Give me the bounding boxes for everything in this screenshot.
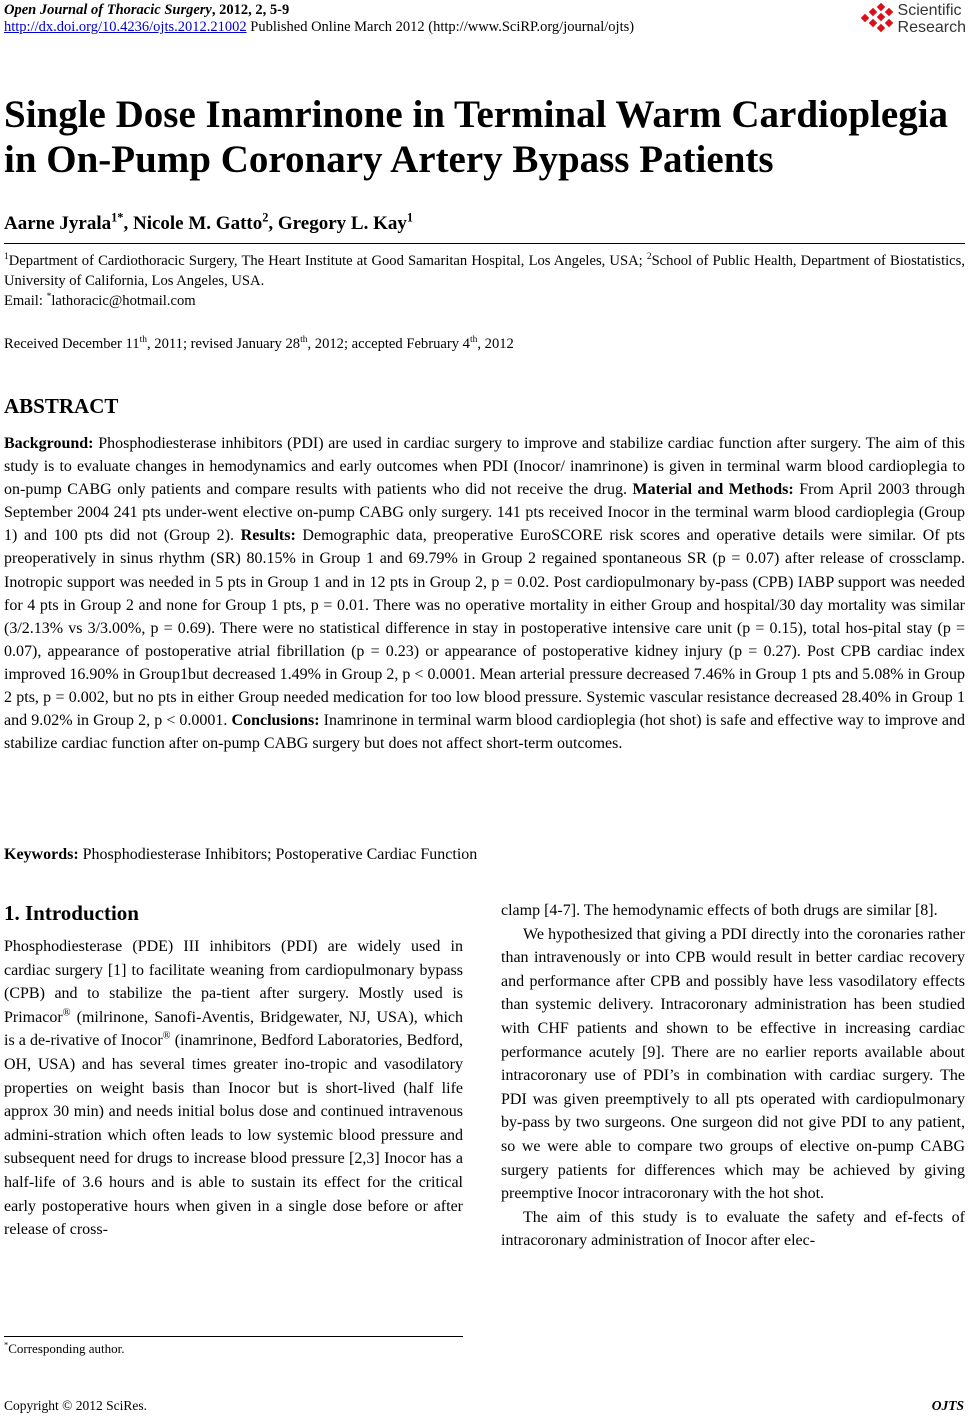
author-name: , Gregory L. Kay [268, 213, 407, 234]
footnote-divider [4, 1336, 463, 1337]
logo-text-1: Scientific [897, 2, 962, 19]
affiliation-1: Department of Cardiothoracic Surgery, The Heart Institute at Good Samaritan Hospital, Los Angeles, USA; [8, 253, 647, 269]
intro-paragraph-1-continued: clamp [4-7]. The hemodynamic effects of both drugs are similar [8]. [501, 902, 938, 919]
author-name: , Nicole M. Gatto [123, 213, 263, 234]
section-heading: 1. Introduction [4, 901, 139, 925]
intro-paragraph-3: The aim of this study is to evaluate the safety and ef-fects of intracoronary administration of Inocor after elec- [501, 1208, 965, 1250]
ordinal-sup: th [300, 335, 308, 346]
journal-citation [4, 2, 289, 19]
logo-text-2: Research [897, 19, 966, 36]
authors [4, 210, 414, 235]
year-text: , 2012 [477, 336, 514, 352]
abstract-label: Background: [4, 435, 99, 452]
publisher-logo [860, 2, 966, 36]
abstract-heading: ABSTRACT [4, 394, 119, 418]
right-column [501, 899, 965, 1253]
doi-line [4, 19, 634, 36]
author-sup: 2 [262, 210, 269, 225]
affil-sup: 1 [4, 252, 9, 263]
abstract-label: Conclusions: [231, 712, 324, 730]
paragraph-text: Phosphodiesterase (PDE) III inhibitors (PDI) are widely used in cardiac surgery [1] to facilitate weaning from cardiopulmonary bypass (CPB) and to stabilize the pa-tient after surgery. Mostly used is Primacor [4, 938, 463, 1026]
abstract-label: Results: [240, 527, 303, 545]
registered-mark: ® [162, 1031, 171, 1043]
footnote [4, 1341, 124, 1357]
accepted-text: , 2012; accepted February 4 [307, 336, 470, 352]
abstract-text: From April 2003 through September 2004 241 pts under-went elective on-pump CABG only surgery. 141 pts received Inocor in the terminal warm blood cardioplegia (Group 1) and 100 pts did not (Group 2). [4, 481, 966, 545]
email-address[interactable]: lathoracic@hotmail.com [51, 293, 196, 309]
keywords-label: Keywords: [4, 846, 83, 863]
registered-mark: ® [62, 1007, 71, 1019]
email-sup: * [46, 292, 52, 303]
intro-paragraph-1 [4, 935, 463, 1242]
author-name: Aarne Jyrala [4, 213, 112, 234]
abstract-text: Inamrinone in terminal warm blood cardioplegia (hot shot) is safe and effective way to improve and stabilize cardiac function after on-pump CABG surgery but does not affect short-term outcomes. [4, 712, 965, 753]
paragraph-text: (inamrinone, Bedford Laboratories, Bedford, OH, USA) and has several times greater ino-tropic and vasodilatory properties on weight basis than Inocor but is short-lived (half life approx 30 min) and needs initial bolus dose and continued intravenous admini-stration which often leads to low systemic blood pressure and subsequent need for drugs to increase blood pressure [2,3] Inocor has a half-life of 3.6 hours and is able to sustain its effect for the critical early postoperative hours when given in a single dose before or after release of cross- [4, 1032, 463, 1239]
revised-text: , 2011; revised January 28 [147, 336, 301, 352]
keywords-text: Phosphodiesterase Inhibitors; Postoperative Cardiac Function [82, 846, 478, 863]
journal-volume: , 2012, 2, 5-9 [211, 2, 290, 18]
logo-diamonds-icon [860, 3, 894, 35]
abstract-text: Phosphodiesterase inhibitors (PDI) are used in cardiac surgery to improve and stabilize cardiac function after surgery. The aim of this study is to evaluate changes in hemodynamics and early outcomes when PDI (Inocor/ inamrinone) is given in terminal warm blood cardioplegia to on-pump CABG only patients and compare results with patients who did not receive the drug. [4, 435, 965, 499]
affil-sup: 2 [646, 252, 652, 263]
received-dates [4, 336, 514, 353]
abstract-body [4, 432, 965, 755]
abstract-text: Demographic data, preoperative EuroSCORE risk scores and operative details were similar. Of pts preoperatively in sinus rhythm (SR) 80.15% in Group 1 and 69.79% in Group 2 regained spontaneous SR (p = 0.07) after release of crossclamp. Inotropic support was needed in 5 pts in Group 1 and in 12 pts in Group 2, p = 0.02. Post cardiopulmonary by-pass (CPB) IABP support was needed for 4 pts in Group 2 and none for Group 1 pts, p = 0.01. There was no operative mortality in either Group and hospital/30 day mortality was similar (3/2.13% vs 3/3.00%, p = 0.69). There were no statistical difference in stay in postoperative intensive care unit (p = 0.15), total hos-pital stay (p = 0.07), appearance of postoperative atrial fibrillation (p = 0.23) or appearance of postoperative kidney injury (p = 0.27). Post CPB cardiac index improved 16.90% in Group1but decreased 1.49% in Group 2, p < 0.0001. Mean arterial pressure decreased 7.46% in Group 1 pts and 5.08% in Group 2 pts, p = 0.002, but no pts in either Group needed medication for too low blood pressure. Systemic vascular resistance decreased 28.40% in Group 1 and 9.02% in Group 2, p < 0.0001. [4, 527, 966, 730]
paragraph-text: (milrinone, Sanofi-Aventis, Bridgewater, NJ, USA), which is a de-rivative of Inocor [4, 1008, 463, 1050]
keywords [4, 846, 477, 864]
abstract-label: Material and Methods: [632, 481, 800, 499]
footnote-sup: * [4, 1339, 9, 1350]
received-text: Received December 11 [4, 336, 140, 352]
email-label: Email: [4, 293, 47, 309]
journal-abbreviation: OJTS [931, 1398, 964, 1413]
left-column [4, 899, 463, 1242]
affiliation-2: School of Public Health, Department of Biostatistics, University of California, Los Angeles, USA. [4, 253, 965, 289]
footnote-text: Corresponding author. [8, 1341, 125, 1356]
journal-name: Open Journal of Thoracic Surgery [4, 2, 212, 18]
affiliations [4, 251, 965, 311]
published-info: Published Online March 2012 (http://www.SciRP.org/journal/ojts) [246, 19, 635, 35]
ordinal-sup: th [469, 335, 478, 346]
author-sup: 1* [111, 210, 124, 225]
ordinal-sup: th [139, 335, 147, 346]
doi-link[interactable]: http://dx.doi.org/10.4236/ojts.2012.21002 [4, 19, 247, 35]
copyright: Copyright © 2012 SciRes. [4, 1398, 148, 1413]
paper-title: Single Dose Inamrinone in Terminal Warm Cardioplegia in On-Pump Coronary Artery Bypass Patients [4, 93, 949, 181]
intro-paragraph-2: We hypothesized that giving a PDI directly into the coronaries rather than intravenously or into CPB would result in better cardiac recovery and performance after CPB and possibly have less vasodilatory effects than systemic delivery. Intracoronary administration has been studied with CHF patients and shown to be effective in increasing cardiac performance acutely [9]. There are no earlier reports available about intracoronary use of PDI’s in combination with cardiac surgery. The PDI was given preemptively to all pts operated with cardiopulmonary by-pass by two surgeons. One surgeon did not give PDI to any patient, so we were able to compare two groups of elective on-pump CABG surgery patients for differences which may be achieved by giving preemptive Inocor intracoronary with the hot shot. [501, 925, 965, 1203]
author-sup: 1 [406, 210, 414, 225]
divider [4, 243, 965, 244]
